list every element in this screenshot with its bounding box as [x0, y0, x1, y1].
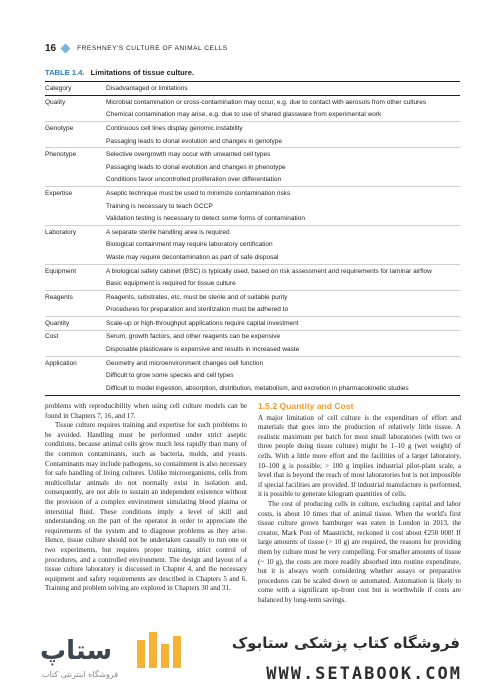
table-row — [45, 96, 460, 109]
limitation-cell: Passaging leads to clonal evolution and changes in phenotype — [106, 163, 286, 171]
category-cell: Equipment — [45, 267, 77, 275]
table-row — [45, 109, 460, 122]
limitation-cell: Disposable plasticware is expensive and results in increased waste — [106, 346, 300, 354]
limitation-cell: A separate sterile handling area is required — [106, 228, 230, 236]
table-header-row — [45, 81, 460, 96]
body-paragraph: A major limitation of cell culture is the expenditure of effort and materials that goes into the production of relatively little tissue. A realistic maximum per batch for most small laboratories (with two or three people doing tissue culture) might be 1–10 g (wet weight) of cells. With a little more effort and the facilities of a larger laboratory, 10–100 g is possible; > 100 g implies industrial pilot-plant scale, a level that is beyond the reach of most laboratories but is not impossible if special facilities are provided. If industrial manufacture is performed, it is possible to generate kilogram quantities of cells. — [258, 413, 461, 499]
limitation-cell: Serum, growth factors, and other reagents can be expensive — [106, 333, 281, 341]
limitation-cell: A biological safety cabinet (BSC) is typically used, based on risk assessment and requirements for laminar airflow — [106, 267, 432, 275]
category-cell: Laboratory — [45, 228, 77, 236]
table-row — [45, 316, 460, 330]
limitation-cell: Geometry and microenvironment changes cell function — [106, 359, 264, 367]
table-row — [45, 356, 460, 370]
limitation-cell: Difficult to grow some species and cell types — [106, 372, 234, 380]
column-header-disadvantage: Disadvantaged or limitations — [106, 85, 188, 92]
table-row — [45, 225, 460, 239]
table-row — [45, 369, 460, 382]
category-cell: Cost — [45, 333, 59, 341]
table-row — [45, 343, 460, 356]
table-row — [45, 161, 460, 174]
limitation-cell: Microbial contamination or cross-contamination may occur, e.g. due to contact with aerosols from other cultures — [106, 98, 427, 106]
table-row — [45, 135, 460, 148]
category-cell: Application — [45, 359, 77, 367]
category-cell: Expertise — [45, 189, 73, 197]
table-label: TABLE 1.4. — [45, 68, 85, 77]
right-column — [258, 402, 461, 605]
limitation-cell: Conditions favor uncontrolled proliferation over differentiation — [106, 176, 282, 184]
watermark-brand: ستاپ — [40, 636, 113, 666]
limitation-cell: Selective overgrowth may occur with unwanted cell types — [106, 151, 271, 159]
running-header — [45, 40, 228, 56]
limitation-cell: Aseptic technique must be used to minimize contamination risks — [106, 189, 291, 197]
limitation-cell: Passaging leads to clonal evolution and changes in genotype — [106, 137, 282, 145]
table-row — [45, 239, 460, 252]
limitation-cell: Training is necessary to teach GCCP — [106, 202, 213, 210]
section-heading: 1.5.2 Quantity and Cost — [258, 401, 354, 411]
table-row — [45, 121, 460, 135]
limitation-cell: Biological containment may require laboratory certification — [106, 241, 273, 249]
body-paragraph: Tissue culture requires training and expertise for such problems to be avoided. Handling must be performed under strict aseptic conditions, because animal cells grow much less rapidly than many of the common contaminants, such as bacteria, molds, and yeasts. Contaminants may include pathogens, so containment is also necessary for safe handling of living cultures. Unlike microorganisms, cells from multicellular animals do not normally exist in isolation and, consequently, are not able to sustain an independent existence without the provision of a complex environment simulating blood plasma or interstitial fluid. These conditions imply a level of skill and understanding on the part of the operator in order to appreciate the requirements of the system and to diagnose problems as they arise. Hence, tissue culture should not be undertaken casually to run one or two experiments, but requires proper training, strict control of procedures, and a controlled environment. The design and layout of a tissue culture laboratory is discussed in Chapter 4, and the necessary equipment and safety requirements are described in Chapters 5 and 6. Training and problem solving are explored in Chapters 30 and 31. — [45, 421, 247, 593]
limitation-cell: Reagents, substrates, etc. must be sterile and of suitable purity — [106, 293, 288, 301]
limitations-table — [45, 81, 460, 396]
table-caption — [45, 68, 194, 77]
limitation-cell: Continuous cell lines display genomic instability — [106, 124, 243, 132]
table-row — [45, 382, 460, 396]
body-paragraph: problems with reproducibility when using cell culture models can be found in Chapters 7, 16, and 17. — [45, 402, 247, 420]
watermark-banner — [0, 620, 500, 700]
diamond-icon — [61, 43, 71, 53]
limitation-cell: Difficult to model ingestion, absorption, distribution, metabolism, and excretion in pharmacokinetic studies — [106, 384, 409, 392]
table-row — [45, 290, 460, 304]
category-cell: Genotype — [45, 124, 74, 132]
table-row — [45, 147, 460, 161]
limitation-cell: Validation testing is necessary to detect some forms of contamination — [106, 215, 305, 223]
table-row — [45, 186, 460, 200]
limitation-cell: Chemical contamination may arise, e.g. due to use of shared glassware from experimental work — [106, 111, 382, 119]
column-header-category: Category — [45, 85, 72, 92]
category-cell: Phenotype — [45, 151, 77, 159]
table-row — [45, 212, 460, 225]
page-number: 16 — [45, 42, 57, 54]
table-row — [45, 304, 460, 317]
watermark-url[interactable]: WWW.SETABOOK.COM — [266, 664, 462, 684]
table-title: Limitations of tissue culture. — [90, 68, 195, 77]
table-row — [45, 264, 460, 278]
watermark-shop-name: فروشگاه کتاب پزشکی ستابوک — [231, 634, 460, 652]
table-row — [45, 251, 460, 264]
limitation-cell: Waste may require decontamination as part of safe disposal — [106, 253, 279, 261]
setabook-logo-icon — [135, 626, 185, 670]
limitation-cell: Procedures for preparation and sterilization must be adhered to — [106, 306, 289, 314]
category-cell: Reagents — [45, 293, 73, 301]
body-paragraph: The cost of producing cells in culture, excluding capital and labor costs, is about 10 times that of animal tissue. When the world's first tissue culture grown hamburger was eaten in London in 2013, the creator, Mark Post of Maastricht, reckoned it cost about €250 000! If large amounts of tissue (> 10 g) are required, the reasons for providing them by culture must be very compelling. For smaller amounts of tissue (~ 10 g), the costs are more readily absorbed into routine expenditure, but it is always worth considering whether assays or preparative procedures can be scaled down or automated. Automation is likely to come with a significant up-front cost but is worthwhile if costs are balanced by long-term savings. — [258, 499, 461, 604]
table-row — [45, 200, 460, 213]
table-row — [45, 277, 460, 290]
limitation-cell: Scale-up or high-throughput applications require capital investment — [106, 319, 299, 327]
limitation-cell: Basic equipment is required for tissue culture — [106, 280, 236, 288]
table-body — [45, 96, 460, 396]
category-cell: Quality — [45, 98, 66, 106]
running-head-title: FRESHNEY'S CULTURE OF ANIMAL CELLS — [77, 44, 228, 52]
left-column — [45, 402, 247, 594]
category-cell: Quantity — [45, 319, 70, 327]
watermark-brand-sub: فروشگاه اینترنتی کتاب — [42, 670, 119, 679]
table-row — [45, 174, 460, 187]
table-row — [45, 330, 460, 344]
